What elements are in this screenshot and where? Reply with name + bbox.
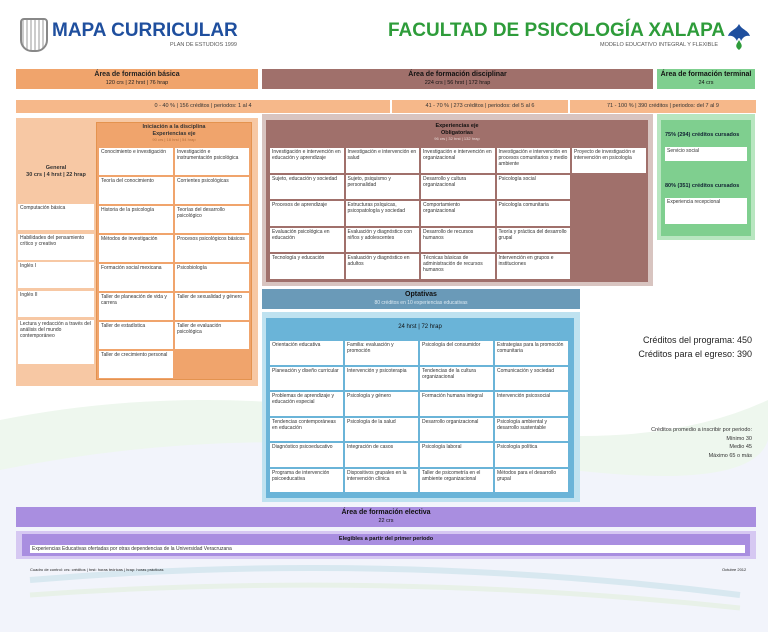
general-title: General 30 crs | 4 hrst | 22 hrap <box>26 165 86 178</box>
eje-course-label: Investigación e intervención en organizacional <box>423 149 492 161</box>
eje-course <box>497 148 571 173</box>
iniciacion-course <box>175 235 249 262</box>
footer-legend: Cuadro de control: crs: créditos | hrst: horas teóricas | hrap: horas prácticas <box>30 567 164 572</box>
optativa-course <box>270 367 343 391</box>
eje-course-label: Evaluación y diagnóstico con niños y adolescentes <box>347 228 412 241</box>
eje-course-label: Proyecto de investigación e intervención en psicología <box>574 149 636 161</box>
optativa-course-label: Tendencias de la cultura organizacional <box>422 367 476 380</box>
eje-course <box>497 228 571 253</box>
optativas-header: Optativas 80 créditos en 10 experiencias educativas <box>262 289 580 309</box>
optativa-course <box>345 469 418 493</box>
experiencia-recepcional-cell <box>665 198 747 224</box>
optativa-course-label: Desarrollo organizacional <box>422 418 479 425</box>
iniciacion-course <box>99 235 173 262</box>
progress-basica: 0 - 40 % | 156 créditos | periodos: 1 al 4 <box>16 100 390 113</box>
eje-course <box>421 148 495 173</box>
iniciacion-course-label: Taller de crecimiento personal <box>101 352 168 358</box>
eje-course-label: Psicología social <box>498 175 536 182</box>
progress-terminal: 71 - 100 % | 390 créditos | periodos: del 7 al 9 <box>570 100 756 113</box>
eje-course <box>572 148 646 173</box>
eje-course <box>497 175 571 200</box>
eje-course <box>270 148 344 173</box>
optativa-course <box>495 443 568 467</box>
page-title: MAPA CURRICULAR <box>52 20 238 41</box>
optativa-course-label: Familia: evaluación y promoción <box>347 342 394 354</box>
eje-course-label: Tecnología y educación <box>272 255 325 261</box>
iniciacion-course <box>99 351 173 378</box>
promedio-block: Créditos promedio a inscribir por periodo: Mínimo 30 Medio 45 Máximo 65 o más <box>651 427 752 459</box>
optativa-course <box>420 443 493 467</box>
eje-course <box>346 148 420 173</box>
optativa-course-label: Psicología y género <box>347 393 391 399</box>
eje-course-label: Sujeto, psiquismo y personalidad <box>347 175 391 188</box>
optativa-course-label: Comunicación y sociedad <box>497 367 554 374</box>
optativa-course-label: Tendencias contemporáneas en educación <box>272 418 336 431</box>
eje-course <box>497 254 571 279</box>
optativa-course <box>270 443 343 467</box>
optativa-course-label: Métodos para el desarrollo grupal <box>497 469 557 482</box>
experiencia-recepcional-label: Experiencia recepcional <box>667 199 721 205</box>
electiva-box-title: Elegibles a partir del primer periodo <box>338 536 434 542</box>
optativa-course-label: Problemas de aprendizaje y educación especial <box>272 393 334 405</box>
plan-subtitle: PLAN DE ESTUDIOS 1999 <box>170 42 237 48</box>
general-course-label: Computación básica <box>20 205 66 211</box>
iniciacion-course-label: Procesos psicológicos básicos <box>177 236 245 242</box>
iniciacion-course <box>175 177 249 204</box>
optativa-course-label: Intervención y psicoterapia <box>347 367 407 374</box>
area-basica-header: Área de formación básica 120 crs | 22 hrst | 76 hrap <box>16 69 258 89</box>
general-course <box>18 320 94 364</box>
optativa-course-label: Estrategias para la promoción comunitaria <box>497 342 564 354</box>
progress-disciplinar: 41 - 70 % | 273 créditos | periodos: del 5 al 6 <box>392 100 568 113</box>
iniciacion-course-label: Corrientes psicológicas <box>177 178 229 184</box>
eje-course <box>421 254 495 279</box>
eje-course-label: Evaluación y diagnóstico en adultos <box>347 255 410 267</box>
eje-course <box>270 201 344 226</box>
iniciacion-course <box>99 206 173 233</box>
optativa-course <box>420 469 493 493</box>
area-disciplinar-header: Área de formación disciplinar 224 crs | 56 hrst | 172 hrap <box>262 69 653 89</box>
iniciacion-course <box>175 206 249 233</box>
iniciacion-course-label: Psicobiología <box>177 265 207 271</box>
general-course-label: Inglés I <box>20 263 37 269</box>
model-subtitle: MODELO EDUCATIVO INTEGRAL Y FLEXIBLE <box>600 42 719 48</box>
eje-course <box>421 228 495 253</box>
electiva-item-label: Experiencias Educativas ofertadas por otras dependencias de la Universidad Veracruzana <box>32 546 232 552</box>
servicio-social-label: Servicio social <box>667 148 699 154</box>
eje-course <box>346 228 420 253</box>
optativa-course <box>495 367 568 391</box>
iniciacion-course-label: Investigación e instrumentación psicológica <box>177 149 239 161</box>
iniciacion-course-label: Conocimiento e investigación <box>101 149 167 155</box>
optativa-course-label: Intervención psicosocial <box>497 393 551 399</box>
eje-course-label: Investigación e intervención en educación y aprendizaje <box>272 149 341 161</box>
eje-course <box>346 201 420 226</box>
iniciacion-course <box>175 322 249 349</box>
optativa-course-label: Diagnóstico psicoeducativo <box>272 444 333 450</box>
optativa-course-label: Psicología política <box>497 444 538 450</box>
optativa-course <box>270 418 343 442</box>
area-electiva-header: Área de formación electiva 22 crs <box>16 507 756 527</box>
eje-course-label: Desarrollo de recursos humanos <box>423 228 474 241</box>
iniciacion-title: Iniciación a la disciplina Experiencias eje 90 crs | 18 hrst | 54 hrap <box>142 124 206 142</box>
terminal-block-2-title: 80% (351) créditos cursados <box>665 183 740 189</box>
optativa-course <box>345 341 418 365</box>
eje-course-label: Evaluación psicológica en educación <box>272 228 330 241</box>
footer-date: Octubre 2012 <box>722 567 747 572</box>
optativa-course-label: Psicología del consumidor <box>422 342 481 348</box>
iniciacion-course-label: Historia de la psicología <box>101 207 155 213</box>
iniciacion-course <box>99 148 173 175</box>
general-course <box>18 291 94 317</box>
general-course-label: Habilidades del pensamiento crítico y creativo <box>20 235 85 247</box>
optativa-course-label: Orientación educativa <box>272 342 321 348</box>
eje-course <box>421 201 495 226</box>
optativa-course <box>420 367 493 391</box>
eje-course-label: Psicología comunitaria <box>498 202 549 208</box>
iniciacion-course <box>175 264 249 291</box>
eje-course-label: Estructuras psíquicas, psicopatología y sociedad <box>347 202 406 214</box>
optativa-course <box>345 443 418 467</box>
eje-course <box>497 201 571 226</box>
eje-course-label: Desarrollo y cultura organizacional <box>423 175 467 188</box>
iniciacion-course <box>175 293 249 320</box>
eje-course-label: Procesos de aprendizaje <box>272 202 328 208</box>
optativa-course <box>495 469 568 493</box>
eje-course-label: Teoría y práctica del desarrollo grupal <box>498 228 567 241</box>
optativa-course-label: Dispositivos grupales en la intervención clínica <box>347 469 407 482</box>
electiva-item-cell <box>30 545 745 553</box>
optativa-course-label: Taller de psicometría en el ambiente organizacional <box>422 469 481 482</box>
area-terminal-header: Área de formación terminal 24 crs <box>657 69 755 89</box>
optativa-course <box>270 469 343 493</box>
eje-course-label: Investigación e intervención en salud <box>347 149 417 161</box>
faculty-title: FACULTAD DE PSICOLOGÍA XALAPA <box>388 20 726 41</box>
eje-course <box>270 175 344 200</box>
optativa-course <box>345 367 418 391</box>
creditos-egreso: Créditos para el egreso: 390 <box>638 349 752 359</box>
iniciacion-course <box>99 177 173 204</box>
optativa-course <box>495 418 568 442</box>
iniciacion-course-label: Teoría del conocimiento <box>101 178 154 184</box>
eje-course-label: Investigación e intervención en procesos comunitarios y medio ambiente <box>498 149 568 167</box>
optativa-course-label: Psicología de la salud <box>347 418 396 425</box>
general-course <box>18 204 94 230</box>
optativa-course <box>495 392 568 416</box>
optativa-course <box>345 418 418 442</box>
optativa-course <box>270 341 343 365</box>
iniciacion-course-label: Formación social mexicana <box>101 265 162 271</box>
eje-course-label: Sujeto, educación y sociedad <box>272 175 338 182</box>
optativa-course <box>270 392 343 416</box>
iniciacion-course <box>99 293 173 320</box>
optativa-course-label: Programa de intervención psicoeducativa <box>272 469 330 482</box>
optativa-course-label: Integración de casos <box>347 444 394 450</box>
optativas-meta: 24 hrst | 72 hrap <box>398 324 442 330</box>
eje-course-label: Técnicas básicas de administración de recursos humanos <box>423 255 483 273</box>
general-course <box>18 234 94 260</box>
eje-course <box>346 175 420 200</box>
general-course <box>18 262 94 288</box>
eje-course-label: Comportamiento organizacional <box>423 202 460 214</box>
uv-seal-logo <box>20 18 48 52</box>
iniciacion-course-label: Taller de planeación de vida y carrera <box>101 294 167 306</box>
ejes-title: Experiencias eje Obligatorias 96 crs | 32 hrst | 132 hrap <box>434 123 480 141</box>
iniciacion-course <box>99 322 173 349</box>
eje-course-label: Intervención en grupos e instituciones <box>498 255 554 267</box>
optativa-course <box>345 392 418 416</box>
flame-logo <box>724 22 754 52</box>
optativa-course <box>420 341 493 365</box>
optativa-course-label: Planeación y diseño curricular <box>272 367 339 374</box>
eje-course <box>346 254 420 279</box>
terminal-block-1-title: 75% (294) créditos cursados <box>665 132 740 138</box>
optativa-course <box>420 392 493 416</box>
eje-course <box>270 228 344 253</box>
optativa-course-label: Formación humana integral <box>422 393 483 399</box>
servicio-social-cell <box>665 147 747 161</box>
iniciacion-course-label: Teorías del desarrollo psicológico <box>177 207 225 219</box>
optativa-course <box>495 341 568 365</box>
iniciacion-course <box>99 264 173 291</box>
iniciacion-course <box>175 148 249 175</box>
optativa-course-label: Psicología laboral <box>422 444 462 450</box>
iniciacion-course-label: Taller de estadística <box>101 323 146 329</box>
optativa-course <box>420 418 493 442</box>
iniciacion-course-label: Taller de sexualidad y género <box>177 294 243 300</box>
eje-course <box>270 254 344 279</box>
optativa-course-label: Psicología ambiental y desarrollo sustentable <box>497 418 548 431</box>
general-course-label: Lectura y redacción a través del análisis del mundo contemporáneo <box>20 321 91 339</box>
iniciacion-course-label: Taller de evaluación psicológica <box>177 323 222 335</box>
creditos-programa: Créditos del programa: 450 <box>642 335 752 345</box>
eje-course <box>421 175 495 200</box>
general-course-label: Inglés II <box>20 292 38 298</box>
iniciacion-course-label: Métodos de investigación <box>101 236 158 242</box>
